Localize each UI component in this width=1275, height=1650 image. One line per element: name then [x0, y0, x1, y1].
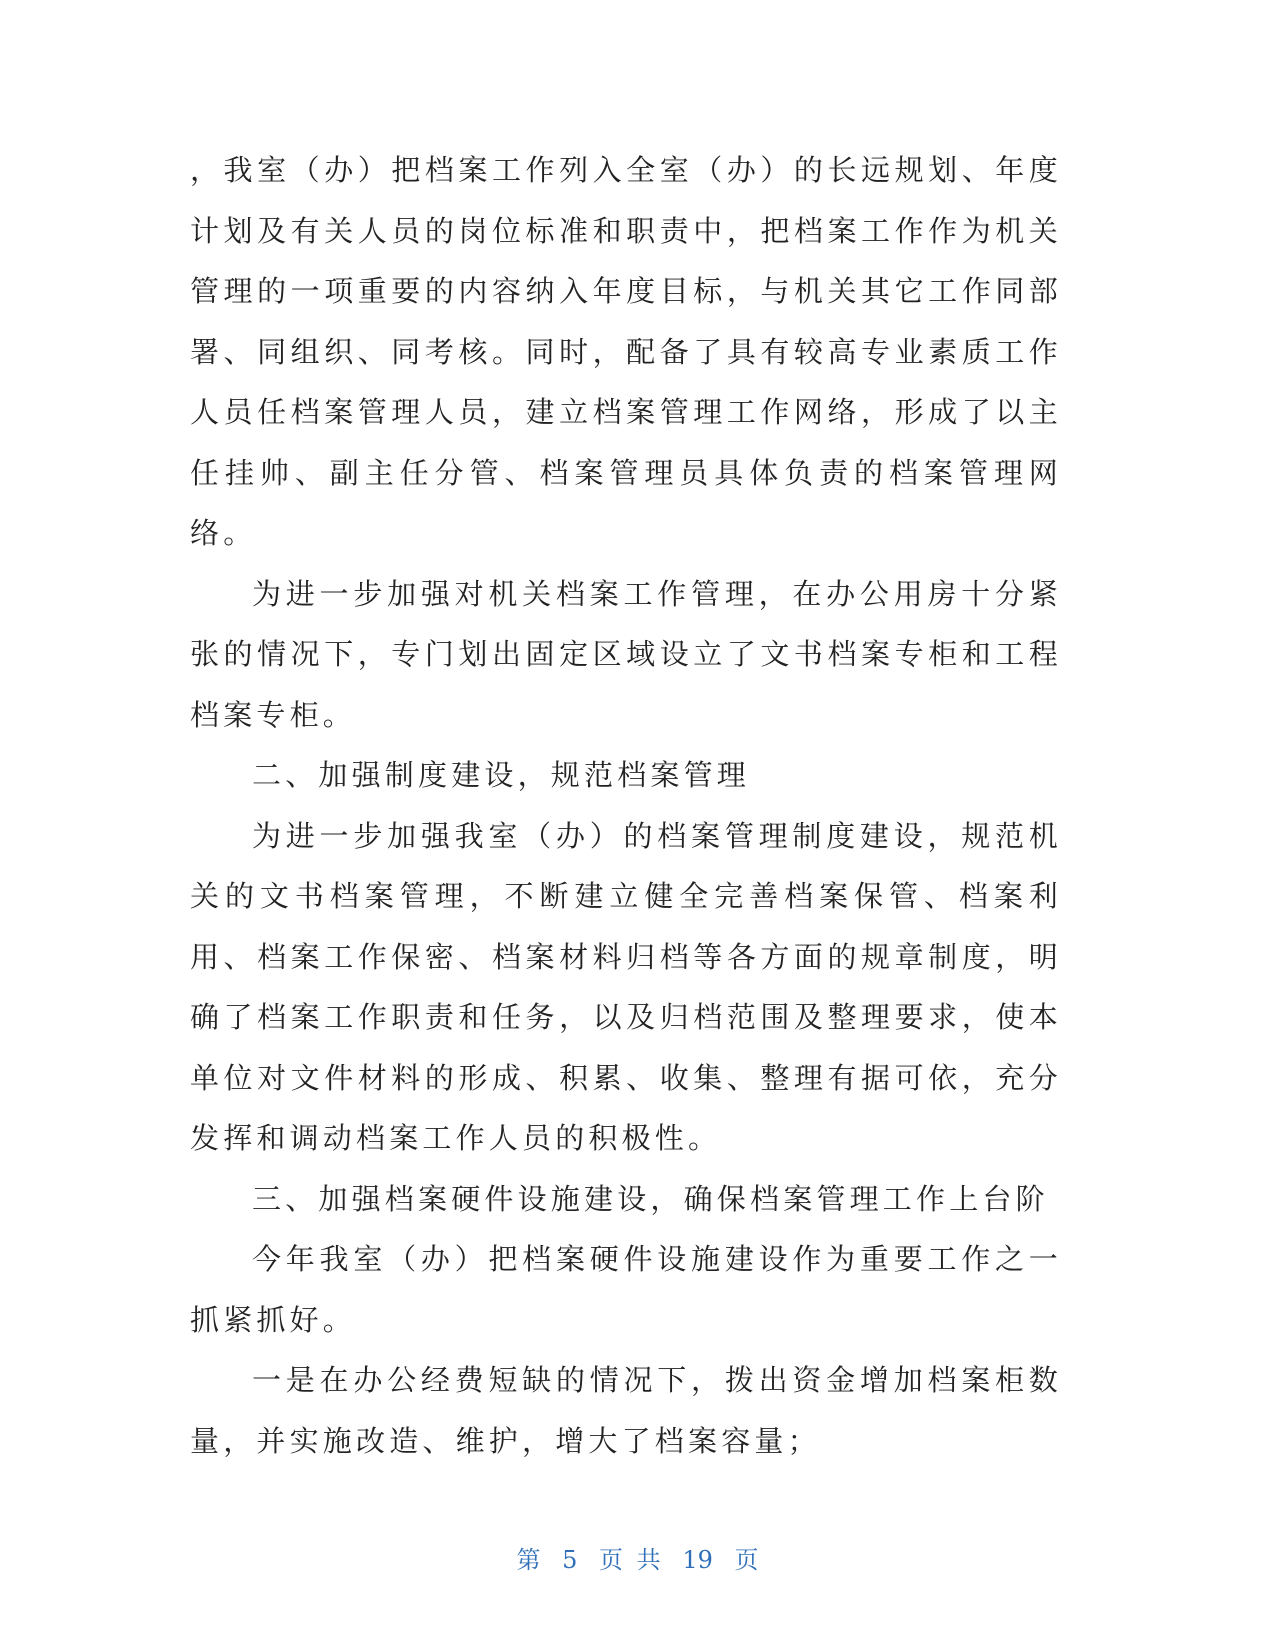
page-footer	[0, 1540, 1275, 1575]
paragraph-2: 为进一步加强对机关档案工作管理，在办公用房十分紧张的情况下，专门划出固定区域设立了文书档案专柜和工程档案专柜。	[190, 576, 1062, 732]
total-page-count: 19	[682, 1546, 713, 1574]
footer-middle: 页 共	[599, 1546, 661, 1574]
footer-prefix: 第	[516, 1546, 541, 1574]
footer-suffix: 页	[734, 1546, 759, 1574]
paragraph-3: 为进一步加强我室（办）的档案管理制度建设，规范机关的文书档案管理，不断建立健全完善档案保管、档案利用、档案工作保密、档案材料归档等各方面的规章制度，明确了档案工作职责和任务，以及归档范围及整理要求，使本单位对文件材料的形成、积累、收集、整理有据可依，充分发挥和调动档案工作人员的积极性。	[190, 818, 1062, 1155]
document-body	[190, 140, 1062, 1471]
paragraph-4: 今年我室（办）把档案硬件设施建设作为重要工作之一抓紧抓好。	[190, 1242, 1062, 1337]
section-heading-3: 三、加强档案硬件设施建设，确保档案管理工作上台阶	[252, 1181, 1049, 1216]
section-heading-2: 二、加强制度建设，规范档案管理	[252, 758, 751, 792]
paragraph-5: 一是在办公经费短缺的情况下，拨出资金增加档案柜数量，并实施改造、维护，增大了档案容量；	[190, 1363, 1062, 1458]
current-page-number: 5	[562, 1546, 578, 1574]
paragraph-1: ，我室（办）把档案工作列入全室（办）的长远规划、年度计划及有关人员的岗位标准和职责中，把档案工作作为机关管理的一项重要的内容纳入年度目标，与机关其它工作同部署、同组织、同考核。同时，配备了具有较高专业素质工作人员任档案管理人员，建立档案管理工作网络，形成了以主任挂帅、副主任分管、档案管理员具体负责的档案管理网络。	[190, 153, 1062, 550]
